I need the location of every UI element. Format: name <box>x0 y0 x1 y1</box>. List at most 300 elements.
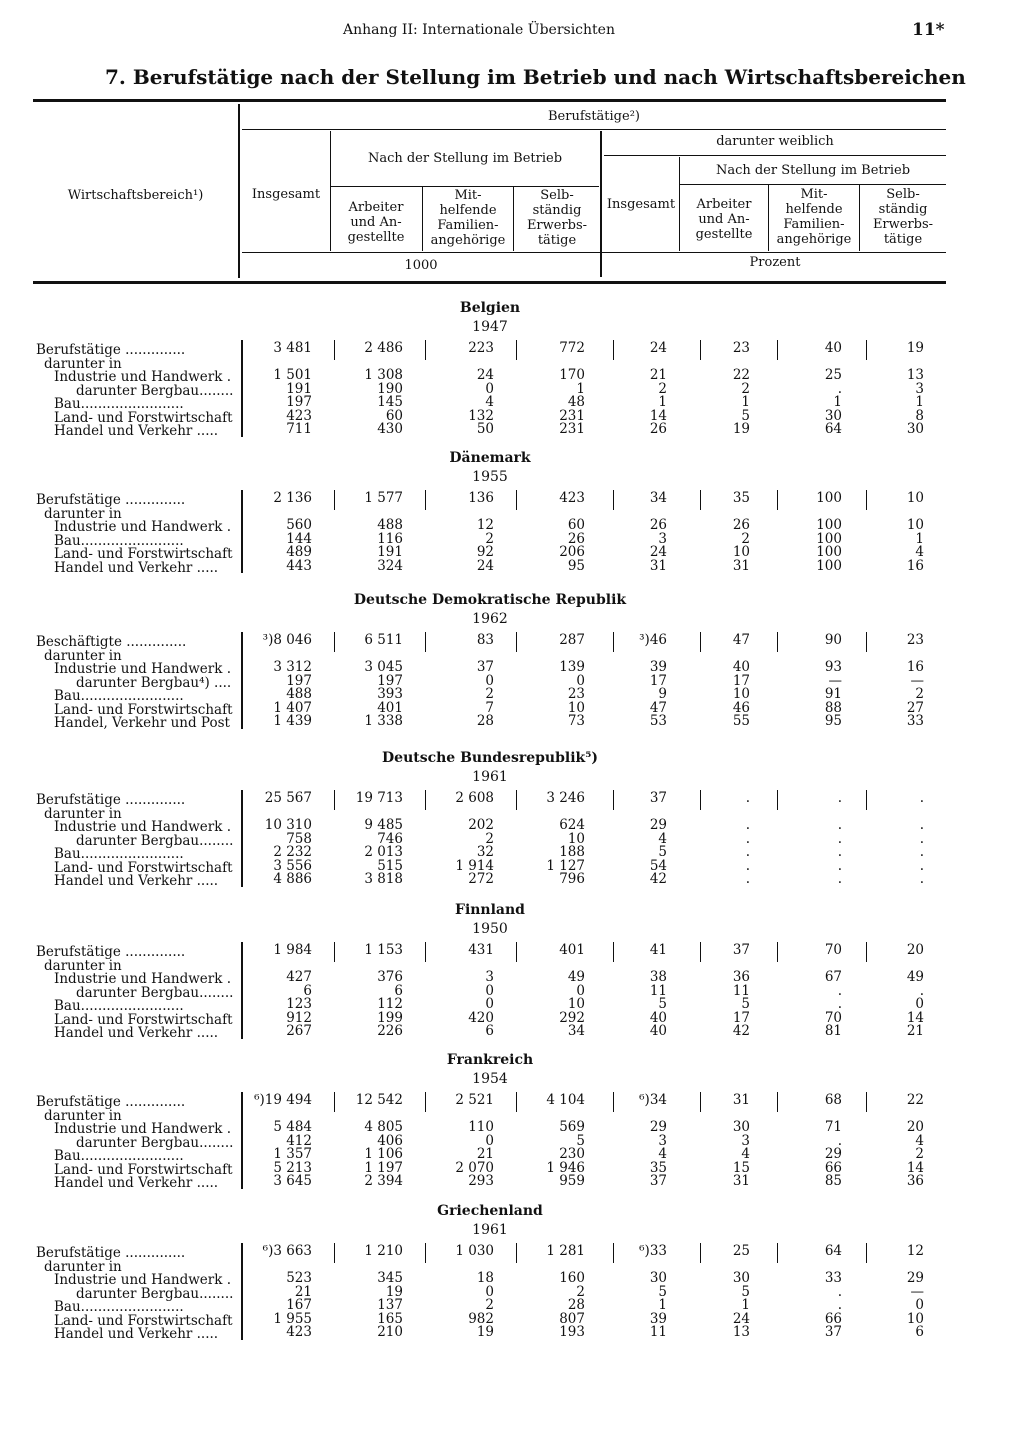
table-cell: 489 <box>286 544 312 560</box>
column-rule <box>866 1092 867 1112</box>
table-cell: 27 <box>906 699 924 716</box>
table-cell: 1 127 <box>546 857 585 874</box>
table-cell: 83 <box>476 632 494 648</box>
table-cell: 30 <box>649 1270 667 1286</box>
value-column <box>232 944 312 1039</box>
value-column <box>505 492 585 573</box>
table-cell: . <box>837 830 842 847</box>
table-cell: . <box>837 1132 842 1149</box>
table-cell: 6 <box>915 1324 924 1340</box>
value-column <box>587 342 667 437</box>
table-cell: 3 <box>658 530 667 547</box>
table-cell: 17 <box>732 672 750 689</box>
table-cell: 210 <box>377 1324 403 1340</box>
table-cell: 14 <box>906 1159 924 1176</box>
table-cell: 2 <box>485 686 494 702</box>
value-column <box>762 1094 842 1189</box>
table-cell: 14 <box>649 407 667 424</box>
value-column <box>587 634 667 729</box>
table-cell: 123 <box>286 996 312 1012</box>
col-header-insgesamt: Insgesamt <box>251 187 321 202</box>
table-cell: 165 <box>377 1310 403 1327</box>
table-cell: 2 <box>915 686 924 702</box>
table-cell: 982 <box>468 1310 494 1327</box>
table-cell: 47 <box>732 632 750 648</box>
column-rule <box>334 942 335 962</box>
table-cell: 136 <box>468 490 494 506</box>
table-cell: 18 <box>476 1270 494 1286</box>
table-cell: 24 <box>732 1310 750 1327</box>
table-cell: 93 <box>824 659 842 675</box>
page-number: 11* <box>912 20 945 40</box>
table-cell: 430 <box>377 421 403 437</box>
table-cell: 46 <box>732 699 750 716</box>
column-rule <box>425 632 426 652</box>
rule-2 <box>331 186 599 187</box>
table-cell: 488 <box>377 517 403 533</box>
table-cell: 116 <box>377 530 403 547</box>
row-label: Berufstätige .............. <box>36 944 186 960</box>
column-rule <box>613 942 614 962</box>
table-cell: 401 <box>559 942 585 958</box>
table-cell: 226 <box>377 1023 403 1039</box>
table-cell: 112 <box>377 996 403 1012</box>
table-cell: 1 577 <box>364 490 403 506</box>
row-label: darunter in <box>44 505 122 522</box>
table-cell: 1 501 <box>273 367 312 383</box>
table-cell: . <box>745 790 750 806</box>
table-cell: 50 <box>476 421 494 437</box>
row-label: Land- und Forstwirtschaft <box>54 1312 233 1329</box>
table-cell: 100 <box>816 490 842 506</box>
col-header-mithelfende: Mit- helfende Familien- angehörige <box>430 188 506 248</box>
value-column <box>844 944 924 1039</box>
header-divider <box>238 104 240 278</box>
running-title: Anhang II: Internationale Übersichten <box>343 22 615 38</box>
table-cell: 92 <box>476 544 494 560</box>
row-label: darunter Bergbau........ <box>76 832 234 849</box>
table-cell: ³)8 046 <box>262 632 312 648</box>
table-cell: 2 <box>485 530 494 547</box>
table-cell: 32 <box>476 844 494 860</box>
header-bottom-rule <box>33 281 946 284</box>
section-year: 1947 <box>472 319 508 335</box>
table-cell: . <box>745 830 750 847</box>
table-cell: 19 713 <box>355 790 403 806</box>
column-rule <box>516 632 517 652</box>
table-cell: 6 <box>394 982 403 999</box>
table-cell: 100 <box>816 530 842 547</box>
value-column <box>505 1245 585 1340</box>
table-cell: 711 <box>286 421 312 437</box>
table-cell: 3 <box>658 1132 667 1149</box>
row-label: Industrie und Handwerk . <box>54 1272 232 1288</box>
row-label: Beschäftigte .............. <box>36 634 187 650</box>
table-cell: 5 <box>741 407 750 424</box>
column-rule <box>777 1092 778 1112</box>
table-cell: 1 984 <box>273 942 312 958</box>
table-cell: 26 <box>649 517 667 533</box>
table-cell: 569 <box>559 1119 585 1135</box>
table-cell: 49 <box>906 969 924 985</box>
col-header-arbeiter: Arbeiter und An- gestellte <box>347 200 405 245</box>
column-rule <box>613 632 614 652</box>
table-cell: 193 <box>559 1324 585 1340</box>
table-cell: 49 <box>567 969 585 985</box>
col-header-berufstaetige: Berufstätige²) <box>548 109 640 124</box>
table-cell <box>762 806 842 820</box>
row-label: Land- und Forstwirtschaft <box>54 1161 233 1178</box>
table-cell: 53 <box>649 713 667 729</box>
table-cell: 3 <box>741 1132 750 1149</box>
value-column <box>587 944 667 1039</box>
row-label: Handel und Verkehr ..... <box>54 873 219 889</box>
table-cell: 33 <box>906 713 924 729</box>
table-cell: 3 818 <box>364 871 403 887</box>
table-cell: 15 <box>732 1159 750 1176</box>
value-column <box>414 1245 494 1340</box>
value-column <box>762 792 842 887</box>
section-country: Dänemark <box>449 450 531 466</box>
value-column <box>414 492 494 573</box>
col-header-darunter-weiblich: darunter weiblich <box>716 134 834 149</box>
table-cell <box>670 806 750 820</box>
table-cell: 12 <box>476 517 494 533</box>
table-cell: 42 <box>649 871 667 887</box>
rule-1 <box>242 129 946 130</box>
table-cell: 19 <box>906 340 924 356</box>
table-cell: ³)46 <box>639 632 667 648</box>
row-label: Industrie und Handwerk . <box>54 971 232 987</box>
table-cell: — <box>828 672 842 689</box>
table-cell: 4 805 <box>364 1119 403 1135</box>
table-cell: 39 <box>649 659 667 675</box>
value-column <box>587 792 667 887</box>
table-cell: 17 <box>732 1009 750 1026</box>
table-cell: 1 <box>576 380 585 397</box>
table-cell: 23 <box>732 340 750 356</box>
value-column <box>323 492 403 573</box>
header-divider <box>768 185 769 251</box>
table-cell: 137 <box>377 1297 403 1313</box>
unit-prozent: Prozent <box>749 255 801 270</box>
table-cell: 68 <box>824 1092 842 1108</box>
table-cell: 21 <box>649 367 667 383</box>
table-cell: 0 <box>485 672 494 689</box>
row-labels <box>36 1096 233 1191</box>
table-cell: 170 <box>559 367 585 383</box>
table-cell: 30 <box>732 1119 750 1135</box>
table-cell: 1 197 <box>364 1159 403 1176</box>
table-cell: 197 <box>377 672 403 689</box>
row-label: Handel und Verkehr ..... <box>54 1326 219 1342</box>
table-cell: 1 914 <box>455 857 494 874</box>
table-cell: 19 <box>385 1283 403 1300</box>
table-cell: 145 <box>377 394 403 410</box>
table-cell: 26 <box>649 421 667 437</box>
table-cell: 40 <box>824 340 842 356</box>
table-cell: 5 <box>658 996 667 1012</box>
table-cell: 29 <box>906 1270 924 1286</box>
value-column <box>587 492 667 573</box>
column-rule <box>700 1243 701 1263</box>
table-cell: 11 <box>649 1324 667 1340</box>
table-cell: ⁶)19 494 <box>254 1092 312 1108</box>
table-cell <box>414 958 494 972</box>
table-cell: 10 <box>567 699 585 716</box>
value-column <box>323 944 403 1039</box>
value-column <box>762 1245 842 1340</box>
table-cell: 959 <box>559 1173 585 1189</box>
table-cell: 71 <box>824 1119 842 1135</box>
col-header-weiblich-arbeiter: Arbeiter und An- gestellte <box>695 197 753 242</box>
table-cell: — <box>910 1283 924 1300</box>
column-rule <box>425 490 426 510</box>
table-cell: 37 <box>824 1324 842 1340</box>
row-label: darunter Bergbau........ <box>76 1285 234 1302</box>
table-cell: 10 <box>567 830 585 847</box>
table-cell: 401 <box>377 699 403 716</box>
value-column <box>505 792 585 887</box>
table-cell: 26 <box>732 517 750 533</box>
table-cell: 796 <box>559 871 585 887</box>
table-cell: 25 <box>824 367 842 383</box>
table-cell: 1 <box>658 394 667 410</box>
table-cell: 31 <box>649 557 667 574</box>
col-header-wirtschaftsbereich: Wirtschaftsbereich¹) <box>67 188 204 203</box>
table-cell: 31 <box>732 1173 750 1189</box>
row-label: darunter in <box>44 647 122 664</box>
header-divider <box>513 187 514 251</box>
table-cell: 1 946 <box>546 1159 585 1176</box>
table-cell: 2 070 <box>455 1159 494 1176</box>
table-cell: 100 <box>816 517 842 533</box>
table-cell: 88 <box>824 699 842 716</box>
table-cell: 10 <box>906 1310 924 1327</box>
table-cell: 85 <box>824 1173 842 1189</box>
row-label: Bau........................ <box>54 688 184 704</box>
table-cell: 30 <box>824 407 842 424</box>
row-label: Land- und Forstwirtschaft <box>54 1011 233 1028</box>
column-rule <box>866 340 867 360</box>
column-rule <box>700 490 701 510</box>
header-divider <box>422 187 423 251</box>
column-rule <box>241 1092 243 1189</box>
table-cell: 16 <box>906 659 924 675</box>
column-rule <box>700 942 701 962</box>
table-cell: 20 <box>906 942 924 958</box>
section-country: Finnland <box>455 902 525 918</box>
table-cell: 5 213 <box>273 1159 312 1176</box>
row-label: Bau........................ <box>54 396 184 412</box>
unit-1000: 1000 <box>404 258 438 273</box>
table-cell: 10 <box>906 517 924 533</box>
table-cell: 3 <box>485 969 494 985</box>
row-labels <box>36 494 233 575</box>
col-header-weiblich-stellung: Nach der Stellung im Betrieb <box>715 163 911 178</box>
table-cell: 5 <box>658 844 667 860</box>
header-divider <box>600 131 602 277</box>
section-year: 1961 <box>472 1222 508 1238</box>
table-cell: 90 <box>824 632 842 648</box>
table-cell: 30 <box>732 1270 750 1286</box>
table-cell: 4 <box>658 1146 667 1162</box>
table-cell: 523 <box>286 1270 312 1286</box>
table-cell: . <box>919 844 924 860</box>
value-column <box>323 342 403 437</box>
table-cell: 231 <box>559 407 585 424</box>
table-cell: . <box>837 844 842 860</box>
column-rule <box>334 1092 335 1112</box>
table-cell: 2 <box>915 1146 924 1162</box>
table-cell: 5 <box>576 1132 585 1149</box>
table-cell: . <box>837 982 842 999</box>
value-column <box>762 342 842 437</box>
value-column <box>323 1245 403 1340</box>
table-cell: 12 542 <box>355 1092 403 1108</box>
table-cell: 70 <box>824 1009 842 1026</box>
table-cell: 21 <box>476 1146 494 1162</box>
table-cell: 560 <box>286 517 312 533</box>
table-cell: 197 <box>286 672 312 689</box>
table-cell: 12 <box>906 1243 924 1259</box>
table-cell: 4 <box>741 1146 750 1162</box>
table-cell: 144 <box>286 530 312 547</box>
column-rule <box>241 942 243 1039</box>
table-cell: 6 <box>303 982 312 999</box>
row-label: Berufstätige .............. <box>36 342 186 358</box>
column-rule <box>777 1243 778 1263</box>
row-labels <box>36 794 233 889</box>
column-rule <box>516 790 517 810</box>
table-cell: 376 <box>377 969 403 985</box>
row-label: Handel und Verkehr ..... <box>54 1175 219 1191</box>
row-label: Berufstätige .............. <box>36 792 186 808</box>
table-cell: 54 <box>649 857 667 874</box>
table-cell: 1 407 <box>273 699 312 716</box>
value-column <box>323 792 403 887</box>
table-cell: 40 <box>649 1023 667 1039</box>
row-label: Handel und Verkehr ..... <box>54 1025 219 1041</box>
value-column <box>232 1094 312 1189</box>
table-cell: 3 645 <box>273 1173 312 1189</box>
table-cell: . <box>919 790 924 806</box>
column-rule <box>866 1243 867 1263</box>
table-cell: 10 <box>732 544 750 560</box>
table-cell: ⁶)3 663 <box>262 1243 312 1259</box>
value-column <box>505 634 585 729</box>
table-cell: 431 <box>468 942 494 958</box>
table-cell: 197 <box>286 394 312 410</box>
table-cell: . <box>919 817 924 833</box>
table-cell: 443 <box>286 557 312 574</box>
table-cell: 24 <box>649 544 667 560</box>
table-cell: 19 <box>476 1324 494 1340</box>
column-rule <box>334 1243 335 1263</box>
value-column <box>844 342 924 437</box>
table-cell: 1 357 <box>273 1146 312 1162</box>
column-rule <box>700 790 701 810</box>
table-cell: 91 <box>824 686 842 702</box>
value-column <box>762 492 842 573</box>
table-cell: 73 <box>567 713 585 729</box>
table-cell: 10 <box>732 686 750 702</box>
table-cell: 0 <box>915 996 924 1012</box>
column-rule <box>777 340 778 360</box>
table-cell: 10 <box>567 996 585 1012</box>
table-cell: 4 <box>915 1132 924 1149</box>
table-cell: 3 246 <box>546 790 585 806</box>
column-rule <box>425 340 426 360</box>
row-labels <box>36 344 233 439</box>
table-cell: 1 106 <box>364 1146 403 1162</box>
table-cell: 10 310 <box>264 817 312 833</box>
value-column <box>232 634 312 729</box>
table-cell: 7 <box>485 699 494 716</box>
header-divider <box>859 185 860 251</box>
value-column <box>844 492 924 573</box>
column-rule <box>613 490 614 510</box>
table-cell: 60 <box>385 407 403 424</box>
table-cell: 11 <box>732 982 750 999</box>
section-year: 1961 <box>472 769 508 785</box>
row-label: darunter Bergbau........ <box>76 382 234 399</box>
table-cell: 191 <box>286 380 312 397</box>
value-column <box>670 944 750 1039</box>
table-cell: 1 308 <box>364 367 403 383</box>
header-divider <box>330 131 331 251</box>
column-rule <box>334 490 335 510</box>
table-cell: 40 <box>732 659 750 675</box>
header-top-rule <box>33 99 946 102</box>
table-cell: 1 <box>915 394 924 410</box>
table-cell: 21 <box>906 1023 924 1039</box>
table-cell: . <box>745 871 750 887</box>
row-label: Industrie und Handwerk . <box>54 661 232 677</box>
table-title: 7. Berufstätige nach der Stellung im Betrieb und nach Wirtschaftsbereichen <box>105 65 966 89</box>
table-cell: 19 <box>732 421 750 437</box>
table-cell: 132 <box>468 407 494 424</box>
row-label: Industrie und Handwerk . <box>54 1121 232 1137</box>
row-label: darunter in <box>44 957 122 974</box>
table-cell: 2 <box>485 830 494 847</box>
table-cell: 0 <box>576 672 585 689</box>
table-cell: 4 <box>658 830 667 847</box>
column-rule <box>866 790 867 810</box>
row-labels <box>36 946 233 1041</box>
table-cell: 324 <box>377 557 403 574</box>
row-label: Bau........................ <box>54 846 184 862</box>
value-column <box>587 1245 667 1340</box>
table-cell: 1 <box>741 394 750 410</box>
column-rule <box>516 490 517 510</box>
table-cell: 1 439 <box>273 713 312 729</box>
table-cell: 0 <box>485 1283 494 1300</box>
column-rule <box>241 1243 243 1340</box>
column-rule <box>613 1243 614 1263</box>
row-label: Handel, Verkehr und Post <box>54 715 230 731</box>
section-year: 1955 <box>472 469 508 485</box>
section-country: Frankreich <box>446 1052 534 1068</box>
column-rule <box>777 942 778 962</box>
row-label: Berufstätige .............. <box>36 492 186 508</box>
table-cell: 515 <box>377 857 403 874</box>
value-column <box>844 1245 924 1340</box>
section-country: Deutsche Demokratische Republik <box>353 592 627 608</box>
table-cell: 2 <box>741 380 750 397</box>
column-rule <box>777 790 778 810</box>
table-cell: 66 <box>824 1159 842 1176</box>
